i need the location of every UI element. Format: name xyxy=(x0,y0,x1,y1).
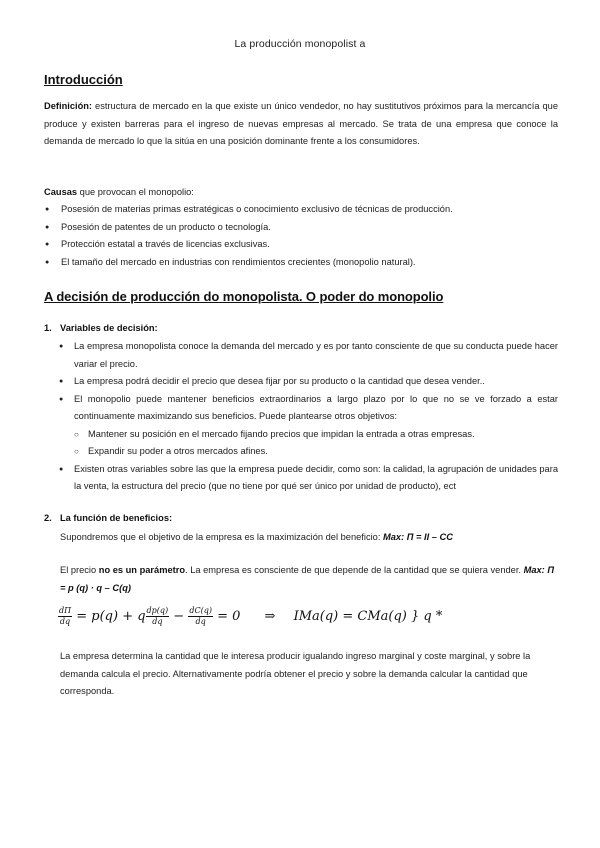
objectives-list xyxy=(74,426,558,461)
fraction: $\frac{d\Pi}{dq}$ xyxy=(59,606,72,626)
variables-list xyxy=(58,338,558,496)
causes-intro xyxy=(44,184,558,202)
implies-arrow: ⇒ xyxy=(264,609,276,624)
section-heading: A decisión de producción do monopolista. O poder do monopolio xyxy=(44,289,444,304)
price-paragraph: El precio no es un parámetro. La empresa es consciente de que depende de la cantidad que se quiera vender. Max: Π = p (q) · q – C(q) xyxy=(60,565,555,593)
item-profit-title: 2. La función de beneficios: xyxy=(44,513,173,523)
fraction: $\frac{dp(q)}{dq}$ xyxy=(146,606,169,626)
causes-label: Causas xyxy=(44,187,78,197)
causes-list xyxy=(44,201,564,271)
list-item: ● La empresa monopolista conoce la demanda del mercado y es por tanto consciente de que su conducta puede hacer variar el precio. xyxy=(58,338,558,373)
list-item: ● Posesión de materias primas estratégicas o conocimiento exclusivo de técnicas de producción. xyxy=(44,201,564,219)
definition-text: estructura de mercado en la que existe un único vendedor, no hay sustitutivos próximos para la mercancía que produce y existen barreras para el ingreso de nuevas empresas al mercado. Se trata de una empresa que conoce la demanda de mercado lo que la sitúa en una posición dominante frente a los consumidores. xyxy=(44,101,558,147)
max-profit-formula-2: Max: Π = p (q) · q – C(q) xyxy=(60,565,555,593)
definition-paragraph xyxy=(44,98,558,151)
list-item: ● Existen otras variables sobre las que la empresa puede decidir, como son: la calidad, la agrupación de unidades para la venta, la estructura del precio (que no tiene por qué ser único por unidad de producto), ect xyxy=(58,461,558,496)
list-item: ○ Mantener su posición en el mercado fijando precios que impidan la entrada a otras empresas. xyxy=(74,426,558,444)
conclusion-paragraph: La empresa determina la cantidad que le interesa producir igualando ingreso marginal y coste marginal, y sobre la demanda calcula el precio. Alternativamente podría obtener el precio y sobre la demanda calcular la cantidad que corresponda. xyxy=(60,651,531,697)
list-item: ● Posesión de patentes de un producto o tecnología. xyxy=(44,219,564,237)
list-item: ● El monopolio puede mantener beneficios extraordinarios a largo plazo por lo que no se ve forzado a estar continuamente maximizando sus beneficios. Puede plantearse otros objetivos: ○ Mantener su posición en el mercado fijando precios que impidan la entrada a otras empresas. ○ Expandir su poder a otros mercados afines. xyxy=(58,391,558,461)
definition-label: Definición: xyxy=(44,101,93,111)
objective-paragraph: Supondremos que el objetivo de la empresa es la maximización del beneficio: Max: Π = II – CC xyxy=(60,532,453,542)
list-item: ○ Expandir su poder a otros mercados afines. xyxy=(74,443,558,461)
intro-heading: Introducción xyxy=(44,72,123,87)
list-item: ● Protección estatal a través de licencias exclusivas. xyxy=(44,236,564,254)
fraction: $\frac{dC(q)}{dq}$ xyxy=(189,606,212,626)
item-variables-title: 1. Variables de decisión: xyxy=(44,323,158,333)
list-item: ● El tamaño del mercado en industrias con rendimientos crecientes (monopolio natural). xyxy=(44,254,564,272)
derivative-equation: $\frac{d\Pi}{dq}$ = p(q) + q $\frac{dp(q)}{dq}$ − $\frac{dC(q)}{dq}$ = 0 ⇒ IMa(q) = CMa(q) } q * xyxy=(59,606,443,626)
list-item: ● La empresa podrá decidir el precio que desea fijar por su producto o la cantidad que desea vender.. xyxy=(58,373,558,391)
max-profit-formula: Max: Π = II – CC xyxy=(383,532,453,542)
causes-text: que provocan el monopolio: xyxy=(77,187,194,197)
document-title: La producción monopolist a xyxy=(234,38,366,50)
